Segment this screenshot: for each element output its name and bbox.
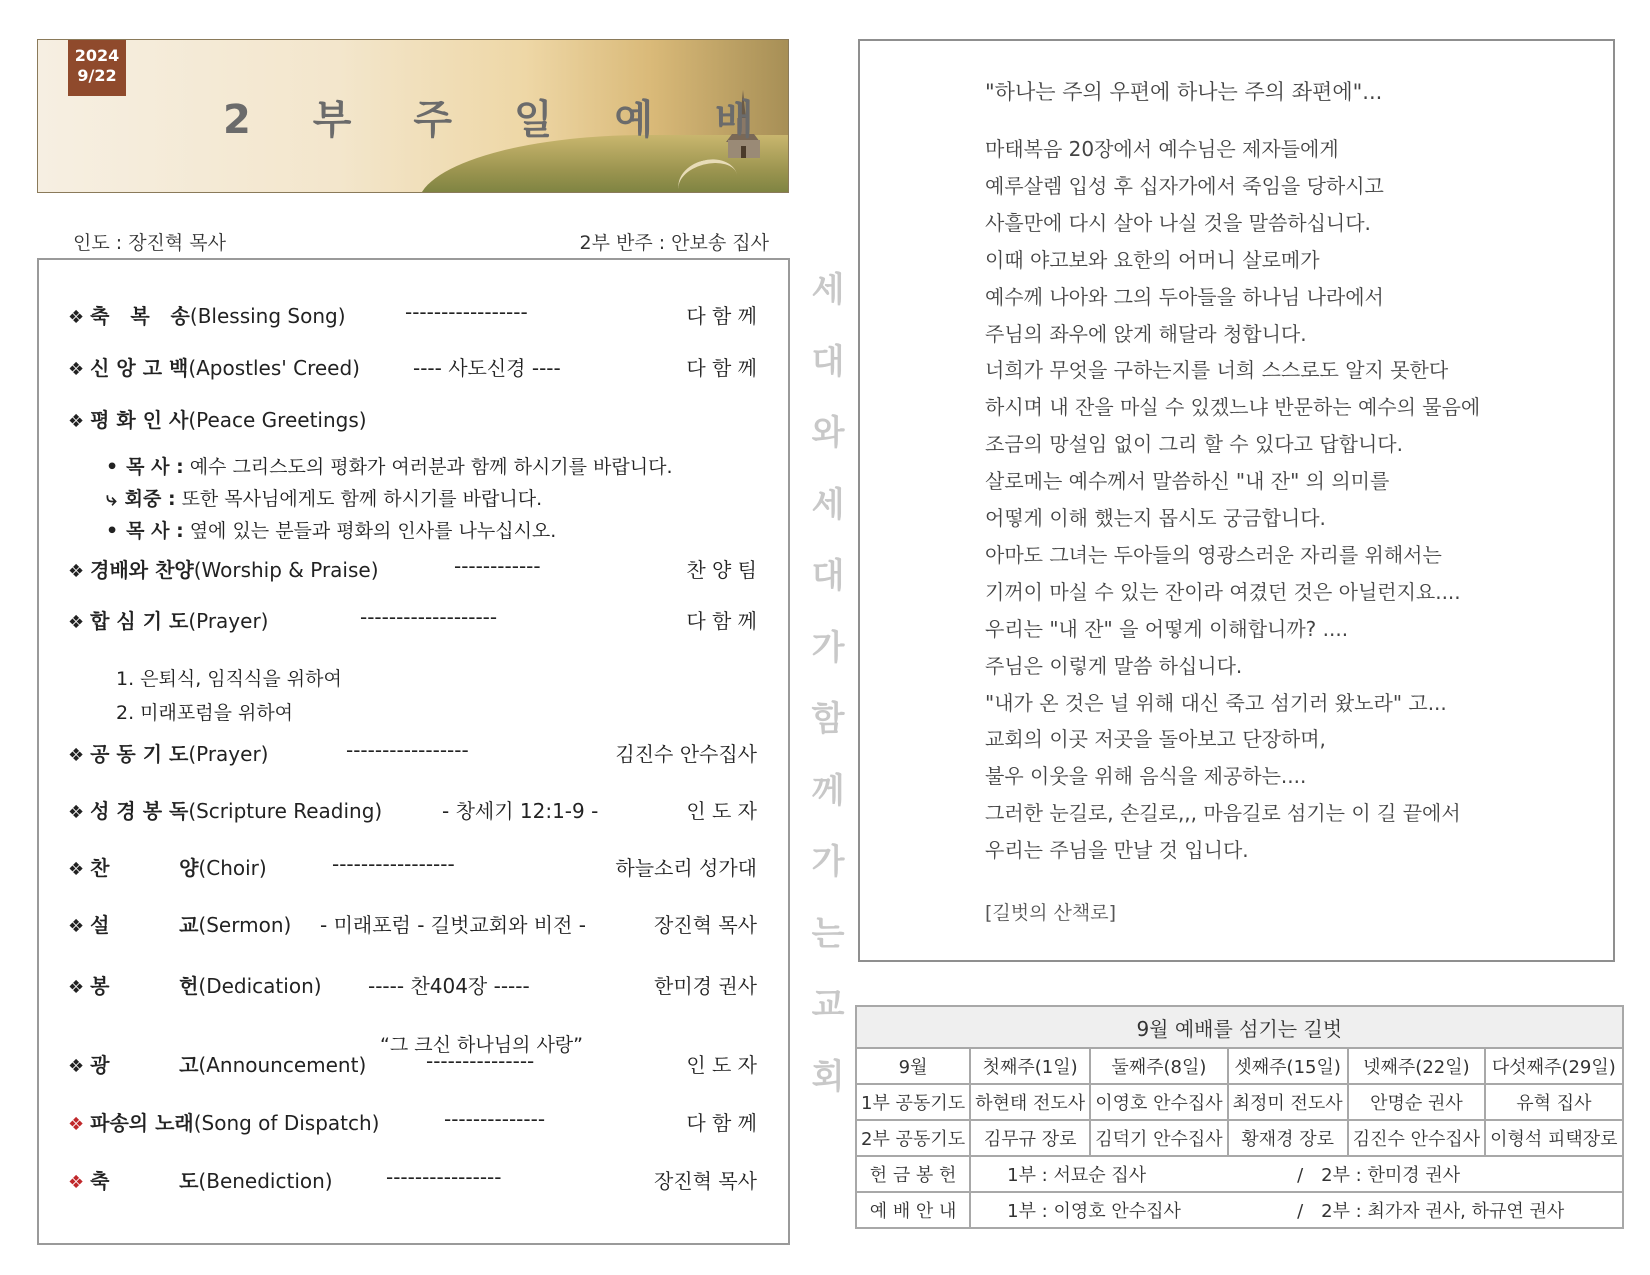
diamond-bullet-icon: ❖ (68, 561, 85, 582)
schedule-cell: 김무규 장로 (970, 1120, 1090, 1156)
order-item-korean: 광 고 (90, 1053, 199, 1077)
order-item (68, 1165, 333, 1194)
usher-cell (970, 1192, 1622, 1228)
order-item-leader: 한미경 권사 (654, 974, 757, 998)
schedule-header-cell: 첫째주(1일) (970, 1048, 1090, 1084)
usher-first: 1부 : 이영호 안수집사 (1007, 1201, 1181, 1222)
devotional-source: [길벗의 산책로] (985, 902, 1116, 924)
diamond-bullet-icon: ❖ (68, 745, 85, 766)
order-item (68, 1049, 366, 1078)
diamond-bullet-icon: ❖ (68, 802, 85, 823)
order-item-korean: 파송의 노래 (90, 1111, 194, 1135)
peace-text: 옆에 있는 분들과 평화의 인사를 나누십시오. (189, 520, 557, 542)
peace-speaker: 목 사 : (126, 520, 184, 542)
devotional-line: 그러한 눈길로, 손길로,,, 마음길로 섬기는 이 길 끝에서 (985, 801, 1461, 826)
order-item-english: (Choir) (198, 856, 267, 880)
devotional-line: 우리는 "내 잔" 을 어떻게 이해합니까? .... (985, 616, 1349, 641)
devotional-line: 이때 야고보와 요한의 어머니 살로메가 (985, 247, 1320, 272)
schedule-header-row (856, 1048, 1623, 1084)
devotional-line: 조금의 망설임 없이 그리 할 수 있다고 답합니다. (985, 432, 1403, 457)
order-item (68, 909, 291, 938)
slogan-char: 가 (811, 842, 845, 882)
order-item-detail: -------------- (444, 1107, 546, 1131)
order-item-korean: 경배와 찬양 (90, 558, 194, 582)
order-item-english: (Dedication) (198, 974, 322, 998)
slogan-char: 께 (811, 770, 845, 811)
order-item (68, 970, 322, 999)
diamond-bullet-icon: ❖ (68, 359, 85, 380)
schedule-header-cell: 9월 (856, 1048, 970, 1084)
peace-text: 또한 목사님에게도 함께 하시기를 바랍니다. (181, 488, 543, 510)
slogan-char: 회 (811, 1056, 845, 1097)
offering-second: 2부 : 한미경 권사 (1321, 1165, 1461, 1186)
order-item-detail: - 창세기 12:1-9 - (442, 799, 599, 823)
order-item-leader: 다 함 께 (686, 356, 757, 380)
dedication-hymn-title: “그 크신 하나님의 사랑” (380, 1034, 583, 1056)
order-item-korean: 설 교 (90, 913, 199, 937)
diamond-bullet-icon: ❖ (68, 612, 85, 633)
date-year: 2024 (74, 46, 120, 65)
peace-line (106, 452, 672, 479)
order-item-detail: ----------------- (405, 300, 528, 324)
order-item-leader: 다 함 께 (686, 304, 757, 328)
order-item (68, 300, 346, 329)
schedule-caption: 9월 예배를 섬기는 길벗 (856, 1006, 1623, 1048)
order-item-english: (Prayer) (188, 609, 269, 633)
order-item-korean: 성 경 봉 독 (90, 799, 189, 823)
order-item-korean: 찬 양 (90, 856, 199, 880)
order-item-leader: 하늘소리 성가대 (615, 856, 757, 880)
slogan-char: 대 (811, 556, 845, 596)
order-item-leader: 장진혁 목사 (654, 913, 757, 937)
schedule-header-cell: 넷째주(22일) (1348, 1048, 1485, 1084)
offering-first: 1부 : 서묘순 집사 (1007, 1165, 1147, 1186)
order-item-korean: 평 화 인 사 (90, 408, 189, 432)
peace-speaker: 목 사 : (126, 456, 184, 478)
prayer-item: 1. 은퇴식, 임직식을 위하여 (116, 668, 342, 690)
devotional-line: 우리는 주님을 만날 것 입니다. (985, 838, 1249, 863)
order-item-detail: ------------------- (360, 605, 498, 629)
schedule-cell: 2부 공동기도 (856, 1120, 970, 1156)
slogan-char: 와 (811, 413, 845, 453)
order-item-korean: 신 앙 고 백 (90, 356, 189, 380)
order-item (68, 795, 382, 824)
devotional-line: 하시며 내 잔을 마실 수 있겠느냐 반문하는 예수의 물음에 (985, 395, 1481, 420)
bullet-icon: • (106, 456, 119, 478)
leader-text: 인도 : 장진혁 목사 (73, 232, 226, 254)
table-row (856, 1084, 1623, 1120)
order-item (68, 852, 267, 881)
order-item-leader: 인 도 자 (686, 1053, 757, 1077)
order-item-english: (Sermon) (198, 913, 292, 937)
usher-row (856, 1192, 1623, 1228)
order-item-leader: 인 도 자 (686, 799, 757, 823)
devotional-line: "내가 온 것은 널 위해 대신 죽고 섬기러 왔노라" 고... (985, 690, 1447, 715)
order-item-detail: ----------------- (332, 852, 455, 876)
order-item-korean: 공 동 기 도 (90, 742, 189, 766)
bullet-icon: • (106, 520, 119, 542)
diamond-bullet-icon: ❖ (68, 977, 85, 998)
schedule-table (855, 1005, 1624, 1229)
slogan-char: 대 (811, 341, 845, 382)
order-item (68, 738, 268, 767)
peace-line (106, 516, 556, 543)
order-item-english: (Prayer) (188, 742, 269, 766)
diamond-bullet-icon: ❖ (68, 307, 85, 328)
devotional-line: 마태복음 20장에서 예수님은 제자들에게 (985, 137, 1339, 161)
order-item-english: (Announcement) (198, 1053, 367, 1077)
schedule-header-cell: 셋째주(15일) (1228, 1048, 1348, 1084)
table-row (856, 1120, 1623, 1156)
diamond-bullet-icon: ❖ (68, 1172, 85, 1193)
schedule-header-cell: 둘째주(8일) (1090, 1048, 1227, 1084)
slogan-char: 세 (811, 484, 845, 525)
header-banner (37, 39, 789, 193)
peace-line (106, 484, 542, 511)
order-item-korean: 축 도 (90, 1169, 199, 1193)
schedule-cell: 유혁 집사 (1485, 1084, 1622, 1120)
slogan-char: 가 (811, 627, 845, 668)
slogan-char: 는 (811, 913, 845, 954)
order-item-korean: 합 심 기 도 (90, 609, 189, 633)
offering-label: 헌 금 봉 헌 (856, 1156, 970, 1192)
page-title: 2 부 주 일 예 배 (223, 97, 778, 143)
schedule-cell: 이영호 안수집사 (1090, 1084, 1227, 1120)
order-item (68, 352, 360, 381)
slogan-char: 교 (811, 985, 845, 1025)
order-item-english: (Peace Greetings) (188, 408, 367, 432)
offering-cell (970, 1156, 1622, 1192)
devotional-line: 아마도 그녀는 두아들의 영광스러운 자리를 위해서는 (985, 542, 1442, 567)
schedule-cell: 김진수 안수집사 (1348, 1120, 1485, 1156)
devotional-line: 살로메는 예수께서 말씀하신 "내 잔" 의 의미를 (985, 469, 1390, 494)
order-item-korean: 축 복 송 (90, 304, 190, 328)
diamond-bullet-icon: ❖ (68, 1056, 85, 1077)
order-item-english: (Benediction) (198, 1169, 333, 1193)
schedule-cell: 안명순 권사 (1348, 1084, 1485, 1120)
order-item-detail: - 미래포럼 - 길벗교회와 비전 - (320, 913, 586, 937)
offering-row (856, 1156, 1623, 1192)
usher-separator: / (1297, 1201, 1304, 1222)
devotional-title: "하나는 주의 우편에 하나는 주의 좌편에"... (985, 80, 1383, 104)
order-item-detail: ----- 찬404장 ----- (368, 974, 530, 998)
order-item (68, 605, 268, 634)
order-item-english: (Song of Dispatch) (193, 1111, 380, 1135)
diamond-bullet-icon: ❖ (68, 916, 85, 937)
schedule-header-cell: 다섯째주(29일) (1485, 1048, 1622, 1084)
devotional-line: 불우 이웃을 위해 음식을 제공하는.... (985, 764, 1307, 789)
devotional-line: 예수께 나아와 그의 두아들을 하나님 나라에서 (985, 284, 1384, 309)
devotional-line: 예루살렘 입성 후 십자가에서 죽임을 당하시고 (985, 173, 1384, 198)
date-day: 9/22 (77, 66, 117, 85)
schedule-cell: 이형석 피택장로 (1485, 1120, 1622, 1156)
diamond-bullet-icon: ❖ (68, 411, 85, 432)
order-item-english: (Blessing Song) (189, 304, 346, 328)
order-item (68, 404, 367, 433)
usher-second: 2부 : 최가자 권사, 하규연 권사 (1321, 1201, 1565, 1222)
schedule-cell: 하현태 전도사 (970, 1084, 1090, 1120)
slogan-char: 함 (811, 699, 845, 739)
order-item-leader: 김진수 안수집사 (615, 742, 757, 766)
order-item-korean: 봉 헌 (90, 974, 199, 998)
order-item-leader: 장진혁 목사 (654, 1169, 757, 1193)
order-item-leader: 다 함 께 (686, 1111, 757, 1135)
schedule-cell: 황재경 장로 (1228, 1120, 1348, 1156)
order-item-english: (Apostles' Creed) (188, 356, 360, 380)
usher-label: 예 배 안 내 (856, 1192, 970, 1228)
devotional-line: 사흘만에 다시 살아 나실 것을 말씀하십니다. (985, 210, 1371, 235)
order-item-detail: ----------------- (346, 738, 469, 762)
devotional-line: 교회의 이곳 저곳을 돌아보고 단장하며, (985, 727, 1326, 752)
devotional-line: 기꺼이 마실 수 있는 잔이라 여겼던 것은 아닐런지요.... (985, 579, 1461, 604)
vertical-slogan (808, 262, 848, 1120)
schedule-cell: 최정미 전도사 (1228, 1084, 1348, 1120)
devotional-line: 너희가 무엇을 구하는지를 너희 스스로도 알지 못한다 (985, 358, 1449, 383)
devotional-line: 어떻게 이해 했는지 몹시도 궁금합니다. (985, 506, 1326, 530)
peace-speaker: 회중 : (124, 488, 176, 510)
prayer-item: 2. 미래포럼을 위하여 (116, 702, 294, 724)
schedule-cell: 1부 공동기도 (856, 1084, 970, 1120)
order-item-detail: ---- 사도신경 ---- (413, 356, 561, 380)
offering-separator: / (1297, 1165, 1304, 1186)
order-item-english: (Scripture Reading) (188, 799, 383, 823)
schedule-cell: 김덕기 안수집사 (1090, 1120, 1227, 1156)
peace-text: 예수 그리스도의 평화가 여러분과 함께 하시기를 바랍니다. (189, 456, 673, 478)
slogan-char: 세 (811, 270, 845, 310)
devotional-line: 주님의 좌우에 앉게 해달라 청합니다. (985, 321, 1307, 346)
order-item-leader: 찬 양 팀 (686, 558, 757, 582)
accompanist-text: 2부 반주 : 안보송 집사 (579, 232, 769, 254)
order-item (68, 554, 379, 583)
order-item-english: (Worship & Praise) (193, 558, 379, 582)
diamond-bullet-icon: ❖ (68, 1114, 85, 1135)
order-item (68, 1107, 379, 1136)
order-item-detail: ------------ (454, 554, 541, 578)
devotional-line: 주님은 이렇게 말씀 하십니다. (985, 653, 1243, 678)
order-item-detail: --------------- (426, 1049, 535, 1073)
diamond-bullet-icon: ❖ (68, 859, 85, 880)
date-badge (68, 40, 126, 96)
arrow-return-icon: ⤷ (106, 488, 117, 510)
order-item-detail: ---------------- (386, 1165, 502, 1189)
order-item-leader: 다 함 께 (686, 609, 757, 633)
